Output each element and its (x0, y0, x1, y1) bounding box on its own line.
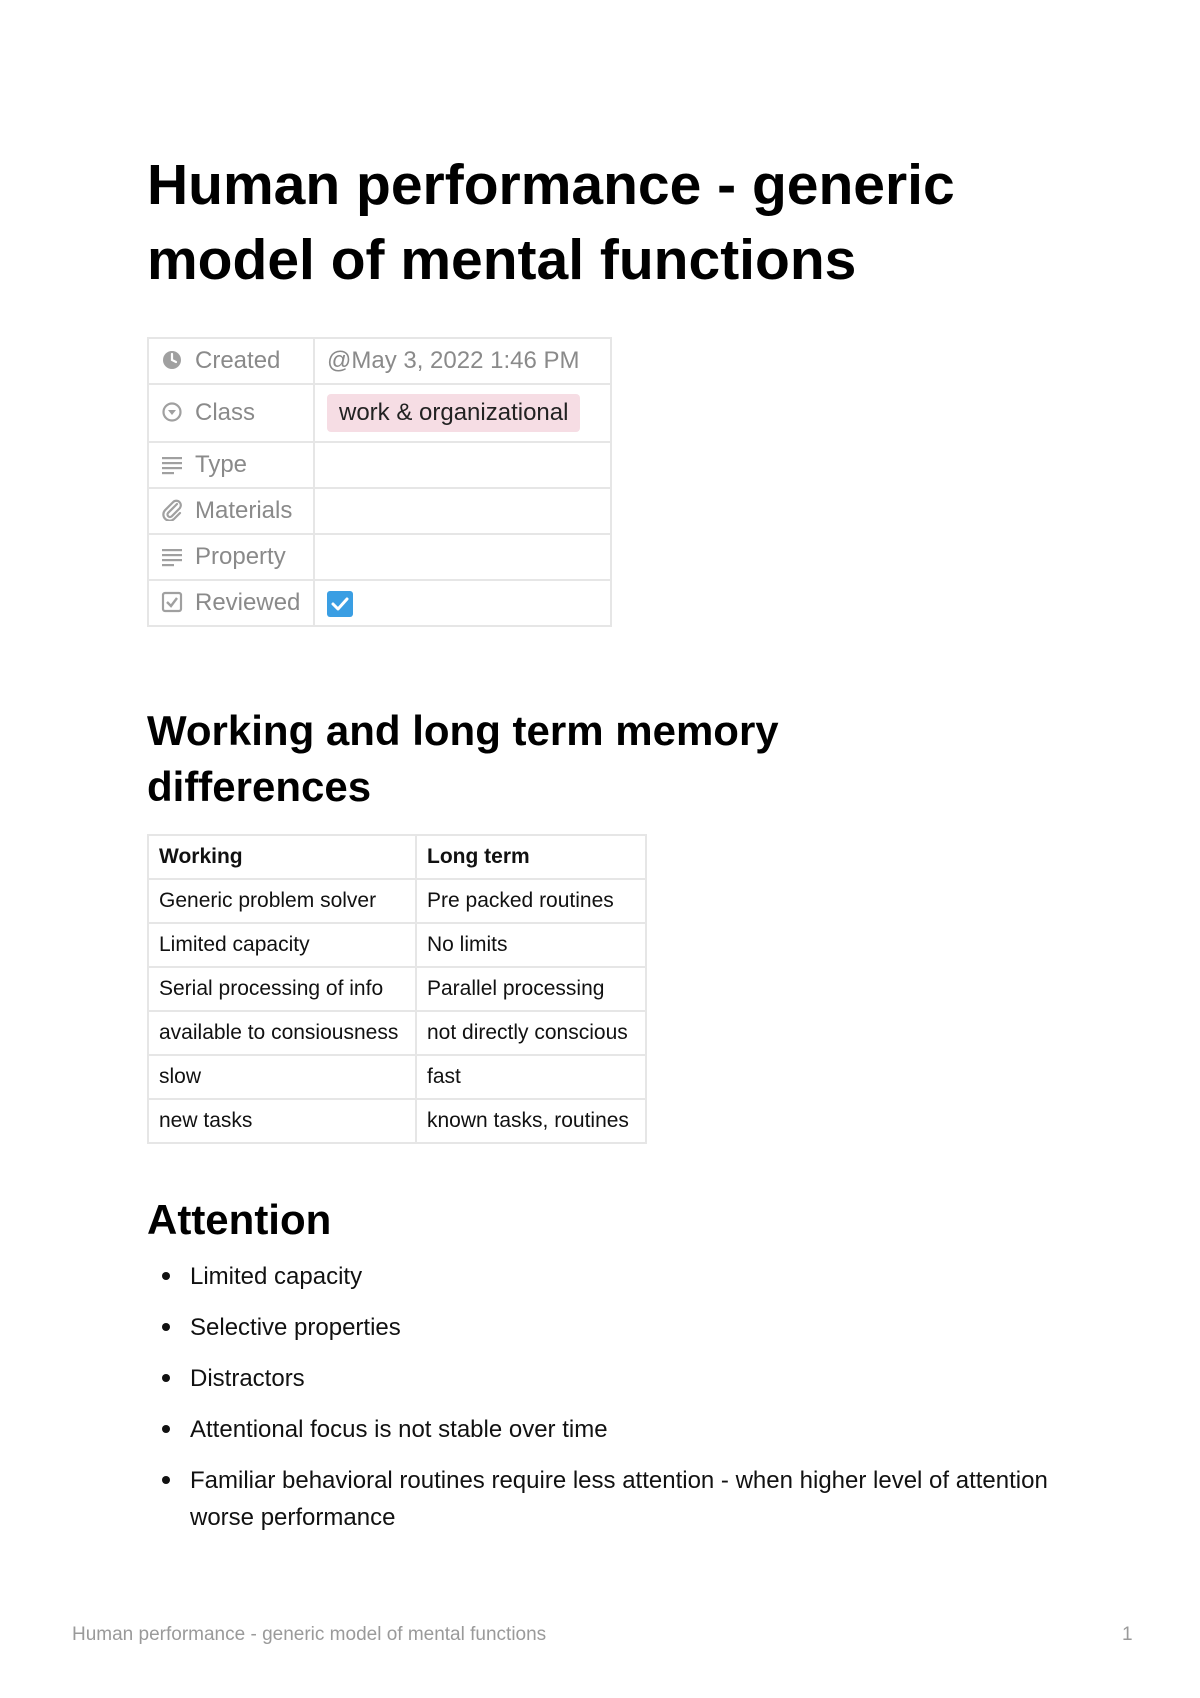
property-row-reviewed (148, 580, 611, 626)
table-row (148, 1011, 646, 1055)
property-name-cell (148, 534, 314, 580)
bullet-icon (162, 1476, 170, 1484)
paperclip-icon (161, 499, 183, 521)
properties-table (147, 337, 612, 627)
page-number: 1 (1122, 1624, 1133, 1645)
table-cell: No limits (416, 923, 646, 967)
column-header: Long term (416, 835, 646, 879)
property-name-cell (148, 488, 314, 534)
table-row (148, 967, 646, 1011)
property-label: Materials (195, 497, 293, 524)
table-row (148, 1055, 646, 1099)
table-row (148, 923, 646, 967)
property-value-cell (314, 580, 611, 626)
table-cell: known tasks, routines (416, 1099, 646, 1143)
property-row-materials (148, 488, 611, 534)
bullet-icon (162, 1425, 170, 1433)
table-cell: available to consiousness (148, 1011, 416, 1055)
table-cell: not directly conscious (416, 1011, 646, 1055)
list-item (147, 1462, 1107, 1536)
list-item-text: Selective properties (190, 1314, 401, 1341)
property-name-cell (148, 580, 314, 626)
list-item (147, 1309, 1107, 1346)
clock-icon (161, 349, 183, 371)
list-item-text: Limited capacity (190, 1263, 363, 1290)
check-icon (330, 594, 350, 614)
property-value-cell[interactable] (314, 442, 611, 488)
select-icon (161, 401, 183, 423)
property-label: Property (195, 543, 286, 570)
property-row-class (148, 384, 611, 442)
class-tag[interactable]: work & organizational (327, 394, 580, 432)
property-label: Created (195, 347, 281, 374)
table-cell: Parallel processing (416, 967, 646, 1011)
bullet-icon (162, 1374, 170, 1382)
property-row-created (148, 338, 611, 384)
text-lines-icon (161, 545, 183, 567)
property-name-cell (148, 384, 314, 442)
property-name-cell (148, 338, 314, 384)
property-row-type (148, 442, 611, 488)
table-row (148, 1099, 646, 1143)
checkbox-icon (161, 591, 183, 613)
table-cell: slow (148, 1055, 416, 1099)
created-date: @May 3, 2022 1:46 PM (327, 347, 580, 374)
table-cell: Generic problem solver (148, 879, 416, 923)
table-cell: new tasks (148, 1099, 416, 1143)
list-item (147, 1411, 1107, 1448)
column-header: Working (148, 835, 416, 879)
property-value-cell[interactable] (314, 384, 611, 442)
reviewed-checkbox[interactable] (327, 591, 353, 617)
page-title: Human performance - generic model of mental functions (147, 153, 955, 292)
footer-title: Human performance - generic model of mental functions (72, 1624, 547, 1645)
attention-list (147, 1258, 1107, 1550)
bullet-icon (162, 1272, 170, 1280)
list-item-text: Familiar behavioral routines require less attention - when higher level of attention worse performance (190, 1467, 1048, 1531)
bullet-icon (162, 1323, 170, 1331)
property-label: Reviewed (195, 589, 301, 616)
table-header-row (148, 835, 646, 879)
list-item (147, 1360, 1107, 1397)
list-item-text: Distractors (190, 1365, 305, 1392)
list-item (147, 1258, 1107, 1295)
property-name-cell (148, 442, 314, 488)
property-value-cell[interactable] (314, 534, 611, 580)
property-value-cell[interactable] (314, 488, 611, 534)
property-label: Class (195, 399, 256, 426)
memory-table (147, 834, 647, 1144)
property-label: Type (195, 451, 248, 478)
table-cell: Limited capacity (148, 923, 416, 967)
table-cell: Pre packed routines (416, 879, 646, 923)
table-row (148, 879, 646, 923)
memory-heading: Working and long term memory differences (147, 707, 779, 810)
property-row-property (148, 534, 611, 580)
list-item-text: Attentional focus is not stable over time (190, 1416, 608, 1443)
property-value-cell[interactable] (314, 338, 611, 384)
table-cell: Serial processing of info (148, 967, 416, 1011)
text-lines-icon (161, 453, 183, 475)
table-cell: fast (416, 1055, 646, 1099)
attention-heading: Attention (147, 1196, 332, 1243)
